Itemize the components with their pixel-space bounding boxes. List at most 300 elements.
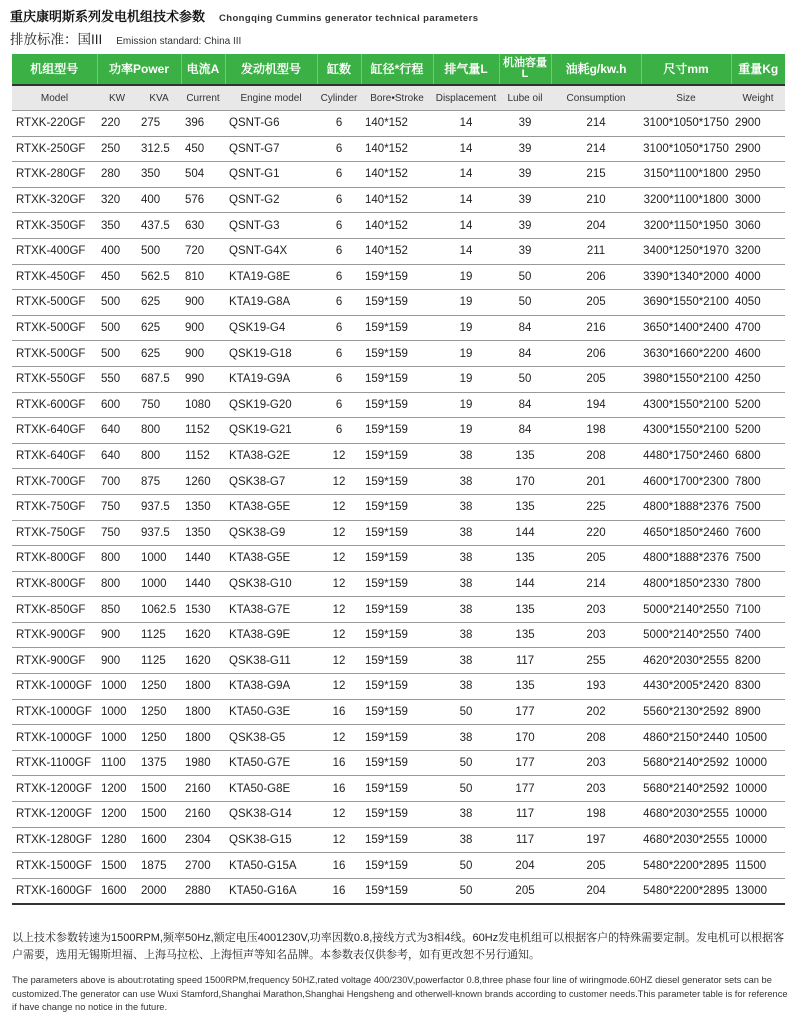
cell-engine: KTA50-G3E	[225, 699, 317, 725]
cell-kw: 900	[97, 648, 137, 674]
table-row	[12, 520, 785, 546]
cell-weight: 5200	[731, 418, 785, 444]
cell-cylinder: 12	[317, 827, 361, 853]
cell-weight: 4000	[731, 264, 785, 290]
cell-lube: 84	[499, 315, 551, 341]
cell-bore: 159*159	[361, 597, 433, 623]
cell-cylinder: 6	[317, 162, 361, 188]
col-header-weight-cn: 重量Kg	[731, 54, 785, 85]
cell-kva: 800	[137, 443, 181, 469]
col-header-model-en: Model	[12, 85, 97, 111]
cell-bore: 159*159	[361, 827, 433, 853]
cell-bore: 140*152	[361, 238, 433, 264]
cell-consumption: 210	[551, 187, 641, 213]
cell-current: 1800	[181, 674, 225, 700]
cell-weight: 7800	[731, 571, 785, 597]
cell-model: RTXK-750GF	[12, 494, 97, 520]
cell-kva: 562.5	[137, 264, 181, 290]
cell-current: 1620	[181, 648, 225, 674]
cell-weight: 10000	[731, 776, 785, 802]
cell-size: 4430*2005*2420	[641, 674, 731, 700]
cell-engine: KTA38-G5E	[225, 494, 317, 520]
cell-size: 5680*2140*2592	[641, 750, 731, 776]
cell-size: 4600*1700*2300	[641, 469, 731, 495]
cell-weight: 3000	[731, 187, 785, 213]
cell-model: RTXK-500GF	[12, 341, 97, 367]
cell-weight: 7800	[731, 469, 785, 495]
cell-bore: 159*159	[361, 878, 433, 904]
cell-consumption: 203	[551, 776, 641, 802]
cell-kw: 1600	[97, 878, 137, 904]
col-header-current-en: Current	[181, 85, 225, 111]
cell-lube: 205	[499, 878, 551, 904]
cell-consumption: 220	[551, 520, 641, 546]
cell-current: 990	[181, 366, 225, 392]
cell-lube: 50	[499, 366, 551, 392]
cell-kva: 625	[137, 315, 181, 341]
cell-kw: 250	[97, 136, 137, 162]
cell-displacement: 19	[433, 341, 499, 367]
cell-consumption: 202	[551, 699, 641, 725]
col-header-weight-en: Weight	[731, 85, 785, 111]
cell-lube: 39	[499, 238, 551, 264]
table-row	[12, 827, 785, 853]
cell-size: 3390*1340*2000	[641, 264, 731, 290]
cell-cylinder: 12	[317, 725, 361, 751]
col-header-kw-en: KW	[97, 85, 137, 111]
table-row	[12, 315, 785, 341]
cell-size: 3100*1050*1750	[641, 111, 731, 137]
cell-kva: 2000	[137, 878, 181, 904]
cell-displacement: 14	[433, 187, 499, 213]
cell-engine: KTA50-G15A	[225, 853, 317, 879]
cell-engine: QSNT-G2	[225, 187, 317, 213]
cell-displacement: 14	[433, 111, 499, 137]
cell-displacement: 14	[433, 136, 499, 162]
cell-weight: 2950	[731, 162, 785, 188]
cell-size: 3690*1550*2100	[641, 290, 731, 316]
cell-size: 4680*2030*2555	[641, 802, 731, 828]
cell-displacement: 50	[433, 853, 499, 879]
cell-bore: 140*152	[361, 187, 433, 213]
cell-consumption: 203	[551, 750, 641, 776]
cell-kw: 500	[97, 290, 137, 316]
cell-cylinder: 6	[317, 111, 361, 137]
cell-weight: 4600	[731, 341, 785, 367]
cell-kva: 937.5	[137, 494, 181, 520]
table-row	[12, 187, 785, 213]
cell-engine: KTA19-G8E	[225, 264, 317, 290]
cell-consumption: 214	[551, 136, 641, 162]
col-header-model-cn: 机组型号	[12, 54, 97, 85]
cell-bore: 159*159	[361, 776, 433, 802]
note-chinese: 以上技术参数转速为1500RPM,频率50Hz,额定电压4001230V,功率因数0.8,接线方式为3相4线。60Hz发电机组可以根据客户的特殊需要定制。发电机可以根据客户需要，选用无锡斯坦福、上海马拉松、上海恒声等知名品牌。本参数表仅供参考，如有更改恕不另行通知。	[12, 932, 785, 961]
cell-size: 4300*1550*2100	[641, 418, 731, 444]
cell-cylinder: 12	[317, 802, 361, 828]
cell-kva: 350	[137, 162, 181, 188]
cell-size: 5560*2130*2592	[641, 699, 731, 725]
cell-displacement: 38	[433, 520, 499, 546]
cell-lube: 117	[499, 648, 551, 674]
cell-lube: 84	[499, 418, 551, 444]
cell-kva: 750	[137, 392, 181, 418]
cell-engine: KTA38-G9E	[225, 622, 317, 648]
table-row	[12, 162, 785, 188]
cell-displacement: 38	[433, 622, 499, 648]
table-row	[12, 802, 785, 828]
cell-weight: 10000	[731, 827, 785, 853]
cell-size: 5480*2200*2895	[641, 853, 731, 879]
cell-bore: 159*159	[361, 674, 433, 700]
cell-kva: 400	[137, 187, 181, 213]
cell-lube: 177	[499, 776, 551, 802]
table-row	[12, 264, 785, 290]
cell-kw: 500	[97, 341, 137, 367]
title-english: Chongqing Cummins generator technical parameters	[219, 13, 479, 24]
cell-weight: 11500	[731, 853, 785, 879]
cell-current: 900	[181, 290, 225, 316]
cell-current: 2160	[181, 802, 225, 828]
cell-kw: 450	[97, 264, 137, 290]
cell-consumption: 211	[551, 238, 641, 264]
table-row	[12, 111, 785, 137]
cell-weight: 8300	[731, 674, 785, 700]
cell-weight: 2900	[731, 136, 785, 162]
cell-engine: QSK38-G5	[225, 725, 317, 751]
table-row	[12, 546, 785, 572]
cell-cylinder: 6	[317, 315, 361, 341]
cell-displacement: 50	[433, 750, 499, 776]
cell-kw: 280	[97, 162, 137, 188]
cell-lube: 50	[499, 290, 551, 316]
cell-lube: 144	[499, 520, 551, 546]
cell-model: RTXK-220GF	[12, 111, 97, 137]
cell-kva: 625	[137, 290, 181, 316]
cell-kva: 1125	[137, 648, 181, 674]
cell-displacement: 38	[433, 725, 499, 751]
col-header-lube-cn: 机油容量L	[499, 54, 551, 85]
cell-consumption: 198	[551, 418, 641, 444]
cell-weight: 3200	[731, 238, 785, 264]
cell-engine: QSK38-G7	[225, 469, 317, 495]
col-header-engine-en: Engine model	[225, 85, 317, 111]
cell-kva: 1000	[137, 571, 181, 597]
spec-table-body	[12, 111, 785, 905]
cell-consumption: 205	[551, 290, 641, 316]
cell-engine: QSK38-G15	[225, 827, 317, 853]
cell-kw: 1000	[97, 674, 137, 700]
col-header-current-cn: 电流A	[181, 54, 225, 85]
cell-cylinder: 6	[317, 366, 361, 392]
cell-consumption: 205	[551, 366, 641, 392]
cell-cylinder: 12	[317, 571, 361, 597]
cell-model: RTXK-640GF	[12, 443, 97, 469]
cell-model: RTXK-320GF	[12, 187, 97, 213]
cell-kva: 1500	[137, 802, 181, 828]
cell-model: RTXK-1280GF	[12, 827, 97, 853]
cell-engine: QSNT-G3	[225, 213, 317, 239]
cell-cylinder: 16	[317, 750, 361, 776]
cell-current: 2160	[181, 776, 225, 802]
cell-bore: 159*159	[361, 494, 433, 520]
cell-engine: QSK38-G14	[225, 802, 317, 828]
cell-weight: 5200	[731, 392, 785, 418]
cell-consumption: 208	[551, 725, 641, 751]
table-row	[12, 392, 785, 418]
cell-lube: 39	[499, 187, 551, 213]
cell-bore: 159*159	[361, 315, 433, 341]
cell-bore: 140*152	[361, 111, 433, 137]
cell-consumption: 214	[551, 111, 641, 137]
cell-lube: 39	[499, 136, 551, 162]
note-english: The parameters above is about:rotating speed 1500RPM,frequency 50HZ,rated voltage 400/230V,powerfactor 0.8,three phase four line of wiringmode.60HZ diesel generator sets can be customized.The generator can use Wuxi Stamford,Shanghai Marathon,Shanghai Hengsheng and otherwell-known brands according to customer needs.This parameter table is for reference if have change no notice in the future.	[12, 975, 788, 1012]
cell-weight: 10500	[731, 725, 785, 751]
cell-displacement: 38	[433, 546, 499, 572]
cell-kva: 687.5	[137, 366, 181, 392]
cell-consumption: 194	[551, 392, 641, 418]
cell-engine: KTA50-G7E	[225, 750, 317, 776]
col-header-lube-en: Lube oil	[499, 85, 551, 111]
table-row	[12, 290, 785, 316]
cell-engine: QSNT-G6	[225, 111, 317, 137]
cell-model: RTXK-750GF	[12, 520, 97, 546]
cell-lube: 135	[499, 494, 551, 520]
cell-current: 576	[181, 187, 225, 213]
cell-model: RTXK-800GF	[12, 571, 97, 597]
cell-kw: 1100	[97, 750, 137, 776]
cell-model: RTXK-900GF	[12, 622, 97, 648]
cell-kw: 1000	[97, 699, 137, 725]
cell-engine: QSK19-G18	[225, 341, 317, 367]
cell-size: 3400*1250*1970	[641, 238, 731, 264]
cell-model: RTXK-400GF	[12, 238, 97, 264]
cell-kw: 400	[97, 238, 137, 264]
cell-lube: 84	[499, 341, 551, 367]
cell-lube: 135	[499, 622, 551, 648]
cell-consumption: 216	[551, 315, 641, 341]
table-row	[12, 494, 785, 520]
cell-kw: 500	[97, 315, 137, 341]
cell-weight: 3060	[731, 213, 785, 239]
cell-kva: 500	[137, 238, 181, 264]
cell-weight: 7500	[731, 494, 785, 520]
cell-kva: 1125	[137, 622, 181, 648]
cell-kw: 220	[97, 111, 137, 137]
cell-consumption: 201	[551, 469, 641, 495]
cell-bore: 140*152	[361, 162, 433, 188]
table-row	[12, 648, 785, 674]
cell-model: RTXK-1200GF	[12, 776, 97, 802]
cell-model: RTXK-800GF	[12, 546, 97, 572]
cell-engine: QSK38-G9	[225, 520, 317, 546]
cell-cylinder: 6	[317, 238, 361, 264]
cell-displacement: 19	[433, 418, 499, 444]
cell-current: 2700	[181, 853, 225, 879]
cell-cylinder: 6	[317, 290, 361, 316]
cell-displacement: 50	[433, 878, 499, 904]
cell-bore: 159*159	[361, 648, 433, 674]
cell-consumption: 203	[551, 622, 641, 648]
cell-kw: 550	[97, 366, 137, 392]
col-header-kva-en: KVA	[137, 85, 181, 111]
cell-model: RTXK-250GF	[12, 136, 97, 162]
cell-size: 4800*1850*2330	[641, 571, 731, 597]
cell-weight: 4700	[731, 315, 785, 341]
cell-lube: 39	[499, 162, 551, 188]
cell-engine: KTA38-G7E	[225, 597, 317, 623]
emission-standard	[10, 28, 241, 48]
cell-weight: 2900	[731, 111, 785, 137]
title-chinese: 重庆康明斯系列发电机组技术参数	[10, 9, 206, 24]
cell-size: 3200*1100*1800	[641, 187, 731, 213]
cell-weight: 4050	[731, 290, 785, 316]
cell-model: RTXK-500GF	[12, 315, 97, 341]
cell-cylinder: 6	[317, 187, 361, 213]
cell-kw: 1500	[97, 853, 137, 879]
cell-lube: 50	[499, 264, 551, 290]
cell-current: 900	[181, 341, 225, 367]
cell-bore: 159*159	[361, 290, 433, 316]
col-header-cylinder-cn: 缸数	[317, 54, 361, 85]
cell-size: 3650*1400*2400	[641, 315, 731, 341]
cell-model: RTXK-1000GF	[12, 725, 97, 751]
cell-model: RTXK-1500GF	[12, 853, 97, 879]
col-header-size-en: Size	[641, 85, 731, 111]
cell-bore: 159*159	[361, 366, 433, 392]
cell-consumption: 214	[551, 571, 641, 597]
cell-displacement: 19	[433, 315, 499, 341]
cell-kva: 937.5	[137, 520, 181, 546]
cell-cylinder: 6	[317, 392, 361, 418]
col-header-power-cn: 功率Power	[97, 54, 181, 85]
cell-kva: 312.5	[137, 136, 181, 162]
cell-bore: 159*159	[361, 392, 433, 418]
cell-cylinder: 16	[317, 853, 361, 879]
table-row	[12, 136, 785, 162]
cell-model: RTXK-700GF	[12, 469, 97, 495]
cell-current: 720	[181, 238, 225, 264]
cell-lube: 204	[499, 853, 551, 879]
cell-engine: QSK38-G10	[225, 571, 317, 597]
cell-displacement: 14	[433, 213, 499, 239]
cell-kva: 1250	[137, 725, 181, 751]
cell-lube: 135	[499, 674, 551, 700]
cell-kva: 437.5	[137, 213, 181, 239]
cell-lube: 170	[499, 725, 551, 751]
cell-model: RTXK-600GF	[12, 392, 97, 418]
cell-displacement: 19	[433, 366, 499, 392]
cell-engine: QSK19-G4	[225, 315, 317, 341]
table-row	[12, 725, 785, 751]
cell-displacement: 38	[433, 469, 499, 495]
col-header-displacement-cn: 排气量L	[433, 54, 499, 85]
cell-cylinder: 12	[317, 597, 361, 623]
cell-cylinder: 6	[317, 136, 361, 162]
cell-lube: 39	[499, 213, 551, 239]
cell-engine: QSNT-G1	[225, 162, 317, 188]
cell-consumption: 255	[551, 648, 641, 674]
cell-size: 5480*2200*2895	[641, 878, 731, 904]
col-header-consumption-en: Consumption	[551, 85, 641, 111]
page-title	[10, 6, 478, 26]
cell-size: 3150*1100*1800	[641, 162, 731, 188]
cell-displacement: 19	[433, 290, 499, 316]
cell-current: 1080	[181, 392, 225, 418]
cell-lube: 39	[499, 111, 551, 137]
cell-current: 1440	[181, 571, 225, 597]
cell-current: 1152	[181, 418, 225, 444]
cell-weight: 8900	[731, 699, 785, 725]
cell-weight: 13000	[731, 878, 785, 904]
cell-bore: 159*159	[361, 699, 433, 725]
cell-cylinder: 16	[317, 699, 361, 725]
table-row	[12, 776, 785, 802]
col-header-bore-cn: 缸径*行程	[361, 54, 433, 85]
cell-kva: 1875	[137, 853, 181, 879]
cell-model: RTXK-500GF	[12, 290, 97, 316]
cell-bore: 159*159	[361, 469, 433, 495]
cell-cylinder: 16	[317, 878, 361, 904]
cell-current: 1530	[181, 597, 225, 623]
cell-size: 3980*1550*2100	[641, 366, 731, 392]
col-header-size-cn: 尺寸mm	[641, 54, 731, 85]
cell-kw: 600	[97, 392, 137, 418]
cell-weight: 7600	[731, 520, 785, 546]
cell-bore: 159*159	[361, 418, 433, 444]
cell-current: 1800	[181, 699, 225, 725]
cell-size: 4650*1850*2460	[641, 520, 731, 546]
cell-cylinder: 12	[317, 674, 361, 700]
cell-kva: 800	[137, 418, 181, 444]
cell-displacement: 38	[433, 571, 499, 597]
cell-current: 810	[181, 264, 225, 290]
cell-current: 1980	[181, 750, 225, 776]
cell-current: 1350	[181, 494, 225, 520]
cell-size: 5000*2140*2550	[641, 597, 731, 623]
cell-engine: QSK38-G11	[225, 648, 317, 674]
cell-size: 5680*2140*2592	[641, 776, 731, 802]
cell-kva: 275	[137, 111, 181, 137]
cell-engine: KTA38-G9A	[225, 674, 317, 700]
cell-size: 4860*2150*2440	[641, 725, 731, 751]
cell-model: RTXK-550GF	[12, 366, 97, 392]
cell-kw: 800	[97, 546, 137, 572]
cell-consumption: 205	[551, 853, 641, 879]
cell-model: RTXK-450GF	[12, 264, 97, 290]
cell-size: 4680*2030*2555	[641, 827, 731, 853]
cell-engine: KTA50-G8E	[225, 776, 317, 802]
cell-displacement: 14	[433, 238, 499, 264]
cell-kw: 750	[97, 520, 137, 546]
cell-consumption: 203	[551, 597, 641, 623]
table-row	[12, 674, 785, 700]
cell-consumption: 204	[551, 878, 641, 904]
cell-engine: KTA19-G9A	[225, 366, 317, 392]
cell-current: 1260	[181, 469, 225, 495]
table-row	[12, 238, 785, 264]
cell-lube: 177	[499, 750, 551, 776]
cell-kw: 1200	[97, 802, 137, 828]
cell-size: 3100*1050*1750	[641, 136, 731, 162]
cell-bore: 159*159	[361, 622, 433, 648]
cell-size: 4300*1550*2100	[641, 392, 731, 418]
cell-lube: 117	[499, 827, 551, 853]
cell-kw: 1280	[97, 827, 137, 853]
cell-size: 4480*1750*2460	[641, 443, 731, 469]
cell-displacement: 50	[433, 699, 499, 725]
cell-bore: 159*159	[361, 571, 433, 597]
cell-displacement: 38	[433, 494, 499, 520]
